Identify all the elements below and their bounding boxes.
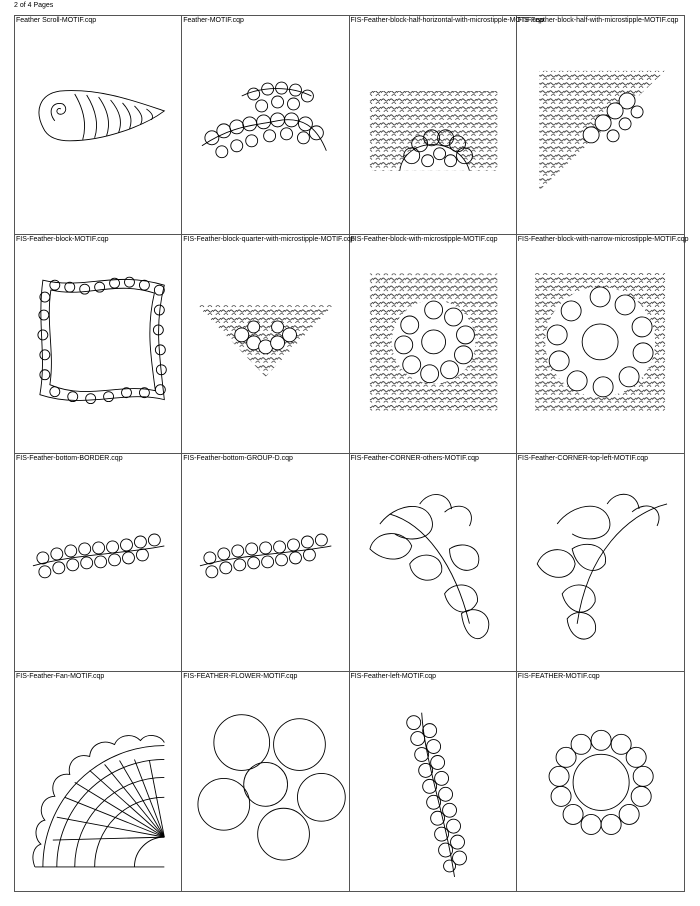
motif-caption: Feather Scroll-MOTIF.cqp xyxy=(16,17,97,24)
feather-branch-icon xyxy=(182,16,348,234)
motif-card[interactable] xyxy=(182,235,355,454)
feather-half-horizontal-stipple-icon xyxy=(350,16,544,234)
motif-caption: Feather-MOTIF.cqp xyxy=(183,17,244,24)
motif-caption: FIS-Feather-bottom-BORDER.cqp xyxy=(16,454,123,462)
feather-square-wreath-icon xyxy=(15,235,181,453)
motif-caption: FIS-Feather-CORNER-others-MOTIF.cqp xyxy=(350,454,479,462)
motif-card[interactable] xyxy=(350,235,517,454)
feather-vertical-icon xyxy=(350,672,516,891)
motif-card[interactable] xyxy=(182,16,349,235)
motif-card[interactable] xyxy=(517,454,684,673)
motif-caption: FIS-FEATHER-FLOWER-MOTIF.cqp xyxy=(183,673,298,681)
motif-card[interactable] xyxy=(350,454,517,673)
motif-caption: FIS-Feather-block-MOTIF.cqp xyxy=(16,235,109,243)
feather-wreath-icon xyxy=(517,672,684,891)
feather-block-stipple-icon xyxy=(350,235,516,453)
motif-card[interactable] xyxy=(15,235,182,454)
feather-corner-top-left-icon xyxy=(517,454,684,672)
motif-caption: FIS-Feather-Fan-MOTIF.cqp xyxy=(16,673,105,681)
feather-fan-icon xyxy=(15,672,181,891)
motif-caption: FIS-Feather-CORNER-top-left-MOTIF.cqp xyxy=(517,454,649,462)
motif-grid xyxy=(14,15,689,892)
motif-card[interactable] xyxy=(182,454,349,673)
feather-corner-icon xyxy=(350,454,516,672)
motif-card[interactable] xyxy=(15,16,182,235)
motif-card[interactable] xyxy=(350,672,517,891)
motif-card[interactable] xyxy=(517,672,684,891)
motif-caption: FIS-Feather-block-quarter-with-microstipple-MOTIF.cqp xyxy=(183,235,355,243)
motif-caption: FIS-Feather-bottom-GROUP-D.cqp xyxy=(183,454,293,462)
motif-caption: FIS-Feather-block-with-microstipple-MOTIF.cqp xyxy=(350,235,498,243)
motif-card[interactable] xyxy=(350,16,544,235)
feather-half-triangle-stipple-icon xyxy=(517,16,684,234)
motif-caption: FIS-Feather-block-half-with-microstipple-MOTIF.cqp xyxy=(517,17,679,24)
motif-card[interactable] xyxy=(182,672,349,891)
motif-card[interactable] xyxy=(15,454,182,673)
motif-card[interactable] xyxy=(517,16,684,235)
motif-card[interactable] xyxy=(15,672,182,891)
motif-caption: FIS-Feather-block-half-horizontal-with-microstipple-MOTIF.cqp xyxy=(350,17,544,24)
page-count-label: 2 of 4 Pages xyxy=(14,2,54,9)
motif-caption: FIS-Feather-left-MOTIF.cqp xyxy=(350,673,437,681)
feather-flower-icon xyxy=(182,672,348,891)
feather-quarter-stipple-icon xyxy=(182,235,355,453)
feather-border-icon xyxy=(15,454,181,672)
motif-caption: FIS-FEATHER-MOTIF.cqp xyxy=(517,673,600,681)
feather-group-icon xyxy=(182,454,348,672)
feather-scroll-icon xyxy=(15,16,181,234)
motif-caption: FIS-Feather-block-with-narrow-microstipple-MOTIF.cqp xyxy=(517,235,689,243)
motif-card[interactable] xyxy=(517,235,689,454)
feather-block-narrow-stipple-icon xyxy=(517,235,689,453)
